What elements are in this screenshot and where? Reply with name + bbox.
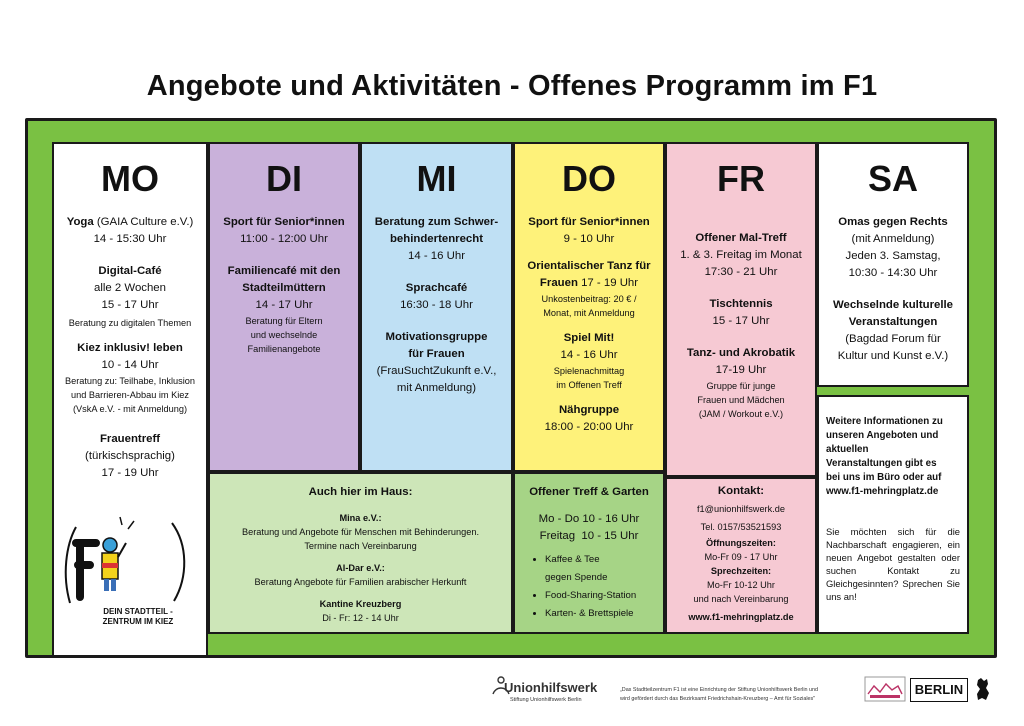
column-wednesday (360, 142, 513, 472)
treff-hours-2: Freitag 10 - 15 Uhr (539, 530, 639, 542)
kiez-time: 10 - 14 Uhr (101, 359, 159, 371)
treff-hours-1: Mo - Do 10 - 16 Uhr (538, 513, 640, 525)
tischtennis-title: Tischtennis (709, 298, 773, 310)
akrobatik-time: 17-19 Uhr (715, 364, 767, 376)
kiez-note-3: (VskA e.V. - mit Anmeldung) (72, 404, 188, 414)
contact-title: Kontakt: (717, 485, 765, 497)
familiencafe-title-1: Familiencafé mit den (227, 265, 341, 277)
f1-logo-graphic (54, 515, 204, 615)
omas-title: Omas gegen Rechts (838, 216, 948, 228)
aldar-note: Beratung Angebote für Familien arabischer Herkunft (254, 577, 467, 587)
consultation-title: Sprechzeiten: (710, 566, 772, 576)
maltreff-time: 17:30 - 21 Uhr (704, 266, 778, 278)
omas-note: (mit Anmeldung) (851, 233, 935, 245)
kultur-note-1: (Bagdad Forum für (845, 333, 941, 345)
berlin-bear-icon (972, 676, 994, 702)
tanz-title-2: Frauen (539, 277, 578, 289)
day-label-di: DI (266, 158, 302, 199)
sprachcafe-time: 16:30 - 18 Uhr (400, 299, 473, 311)
naehgruppe-time: 18:00 - 20:00 Uhr (544, 421, 634, 433)
kultur-note-2: Kultur und Kunst e.V.) (837, 350, 949, 362)
familiencafe-note-2: und wechselnde (250, 330, 318, 340)
mina-note-1: Beratung und Angebote für Menschen mit Behinderungen. (242, 527, 479, 537)
day-label-mo: MO (101, 158, 159, 199)
motivation-note-1: (FrauSuchtZukunft e.V., (376, 365, 497, 377)
kultur-title-2: Veranstaltungen (848, 316, 938, 328)
mina-title: Mina e.V.: (339, 513, 382, 523)
column-saturday (817, 142, 969, 387)
opening-hours-title: Öffnungszeiten: (706, 538, 776, 548)
kiez-note-2: und Barrieren-Abbau im Kiez (71, 390, 189, 400)
contact-phone: Tel. 0157/53521593 (700, 522, 782, 532)
frauentreff-title: Frauentreff (99, 433, 161, 445)
akrobatik-note-2: Frauen und Mädchen (697, 395, 785, 405)
berlin-wordmark: BERLIN (910, 678, 968, 702)
omas-freq: Jeden 3. Samstag, (845, 250, 941, 262)
aldar-title: Al-Dar e.V.: (336, 563, 385, 573)
yoga-org: (GAIA Culture e.V.) (93, 216, 194, 228)
panel-open-treff (513, 472, 665, 634)
mina-note-2: Termine nach Vereinbarung (304, 541, 417, 551)
tanz-title-1: Orientalischer Tanz für (527, 260, 651, 272)
f1-logo (54, 515, 204, 641)
contact-email[interactable]: f1@unionhilfswerk.de (697, 504, 785, 514)
list-item: • Kaffee & Tee gegen Spende (545, 551, 663, 587)
info-line-3: aktuellen (826, 444, 869, 455)
info-line-1: Weitere Informationen zu (826, 416, 943, 427)
panel-contact (665, 477, 817, 634)
treff-list (515, 551, 663, 623)
column-friday (665, 142, 817, 477)
org-subname: Stiftung Unionhilfswerk Berlin (510, 697, 582, 703)
yoga-time: 14 - 15:30 Uhr (93, 233, 167, 245)
list-item: • Karten- & Brettspiele (545, 605, 663, 623)
consultation-hours: Mo-Fr 10-12 Uhr (707, 580, 775, 590)
footer-note (620, 686, 850, 726)
motivation-title-2: für Frauen (408, 348, 465, 360)
digital-note: Beratung zu digitalen Themen (68, 318, 192, 328)
beratung-title-1: Beratung zum Schwer- (374, 216, 499, 228)
treff-title: Offener Treff & Garten (529, 486, 649, 498)
spiel-note-1: Spielenachmittag (553, 366, 625, 376)
digital-freq: alle 2 Wochen (94, 282, 166, 294)
spiel-title: Spiel Mit! (563, 332, 615, 344)
info-paragraph: Sie möchten sich für die Nachbarschaft engagieren, ein neuen Angebot gestalten oder suchen Kontakt zu Gleichgesinnten? Sprechen Sie uns an! (826, 526, 960, 602)
sport-title: Sport für Senior*innen (223, 216, 345, 228)
footer-org-logo (490, 672, 600, 712)
familiencafe-title-2: Stadteilmüttern (242, 282, 326, 294)
day-label-sa: SA (867, 158, 918, 199)
akrobatik-note-1: Gruppe für junge (706, 381, 776, 391)
tanz-note-2: Monat, mit Anmeldung (543, 308, 635, 318)
footer-district-logo (864, 676, 908, 716)
sport-time: 11:00 - 12:00 Uhr (240, 233, 328, 245)
kiez-title: Kiez inklusiv! leben (77, 342, 183, 354)
kultur-title-1: Wechselnde kulturelle (832, 299, 954, 311)
motivation-note-2: mit Anmeldung) (396, 382, 477, 394)
day-label-fr: FR (717, 158, 765, 199)
yoga-title: Yoga (66, 216, 94, 228)
day-label-mi: MI (416, 158, 457, 199)
beratung-title-2: behindertenrecht (389, 233, 484, 245)
maltreff-freq: 1. & 3. Freitag im Monat (680, 249, 802, 261)
logo-tagline-1: DEIN STADTTEIL - (103, 607, 173, 616)
org-name: Unionhilfswerk (504, 680, 598, 695)
akrobatik-title: Tanz- und Akrobatik (686, 347, 796, 359)
kantine-time: Di - Fr: 12 - 14 Uhr (322, 613, 399, 623)
footer-note-1: „Das Stadtteilzentrum F1 ist eine Einrichtung der Stiftung Unionhilfswerk Berlin und (620, 687, 819, 693)
info-line-4: Veranstaltungen gibt es (826, 458, 937, 469)
digital-time: 15 - 17 Uhr (101, 299, 159, 311)
motivation-title-1: Motivationsgruppe (385, 331, 488, 343)
omas-time: 10:30 - 14:30 Uhr (848, 267, 938, 279)
maltreff-title: Offener Mal-Treff (695, 232, 787, 244)
naehgruppe-title: Nähgruppe (558, 404, 620, 416)
panel-in-house (208, 472, 513, 634)
sport-time: 9 - 10 Uhr (563, 233, 615, 245)
kiez-note-1: Beratung zu: Teilhabe, Inklusion (64, 376, 196, 386)
page-title: Angebote und Aktivitäten - Offenes Programm im F1 (146, 70, 878, 102)
sport-title: Sport für Senior*innen (528, 216, 650, 228)
in-house-title: Auch hier im Haus: (308, 486, 413, 498)
district-emblem-icon (864, 676, 906, 702)
logo-tagline-2: ZENTRUM IM KIEZ (102, 617, 174, 626)
website-link[interactable]: www.f1-mehringplatz.de (688, 612, 794, 622)
tanz-time: 17 - 19 Uhr (577, 277, 639, 289)
footer-berlin-logo (910, 676, 1000, 716)
panel-info (817, 395, 969, 634)
day-label-do: DO (562, 158, 616, 199)
tanz-note-1: Unkostenbeitrag: 20 € / (541, 294, 637, 304)
familiencafe-note-3: Familienangebote (247, 344, 321, 354)
column-thursday (513, 142, 665, 472)
list-item: • Food-Sharing-Station (545, 587, 663, 605)
opening-hours: Mo-Fr 09 - 17 Uhr (704, 552, 778, 562)
tischtennis-time: 15 - 17 Uhr (712, 315, 770, 327)
frauentreff-lang: (türkischsprachig) (85, 450, 175, 462)
kantine-title: Kantine Kreuzberg (319, 599, 402, 609)
familiencafe-note-1: Beratung für Eltern (245, 316, 323, 326)
beratung-time: 14 - 16 Uhr (408, 250, 465, 262)
consultation-note: und nach Vereinbarung (693, 594, 789, 604)
footer-note-2: wird gefördert durch das Bezirksamt Friedrichshain-Kreuzberg – Amt für Soziales" (620, 696, 816, 702)
sprachcafe-title: Sprachcafé (405, 282, 468, 294)
info-line-5: bei uns im Büro oder auf (826, 472, 942, 483)
column-tuesday (208, 142, 360, 472)
info-website[interactable]: www.f1-mehringplatz.de (826, 486, 939, 497)
akrobatik-note-3: (JAM / Workout e.V.) (698, 409, 784, 419)
spiel-note-2: im Offenen Treff (556, 380, 622, 390)
frauentreff-time: 17 - 19 Uhr (101, 467, 159, 479)
spiel-time: 14 - 16 Uhr (560, 349, 618, 361)
familiencafe-time: 14 - 17 Uhr (255, 299, 313, 311)
info-line-2: unseren Angeboten und (826, 430, 939, 441)
digital-title: Digital-Café (98, 265, 162, 277)
